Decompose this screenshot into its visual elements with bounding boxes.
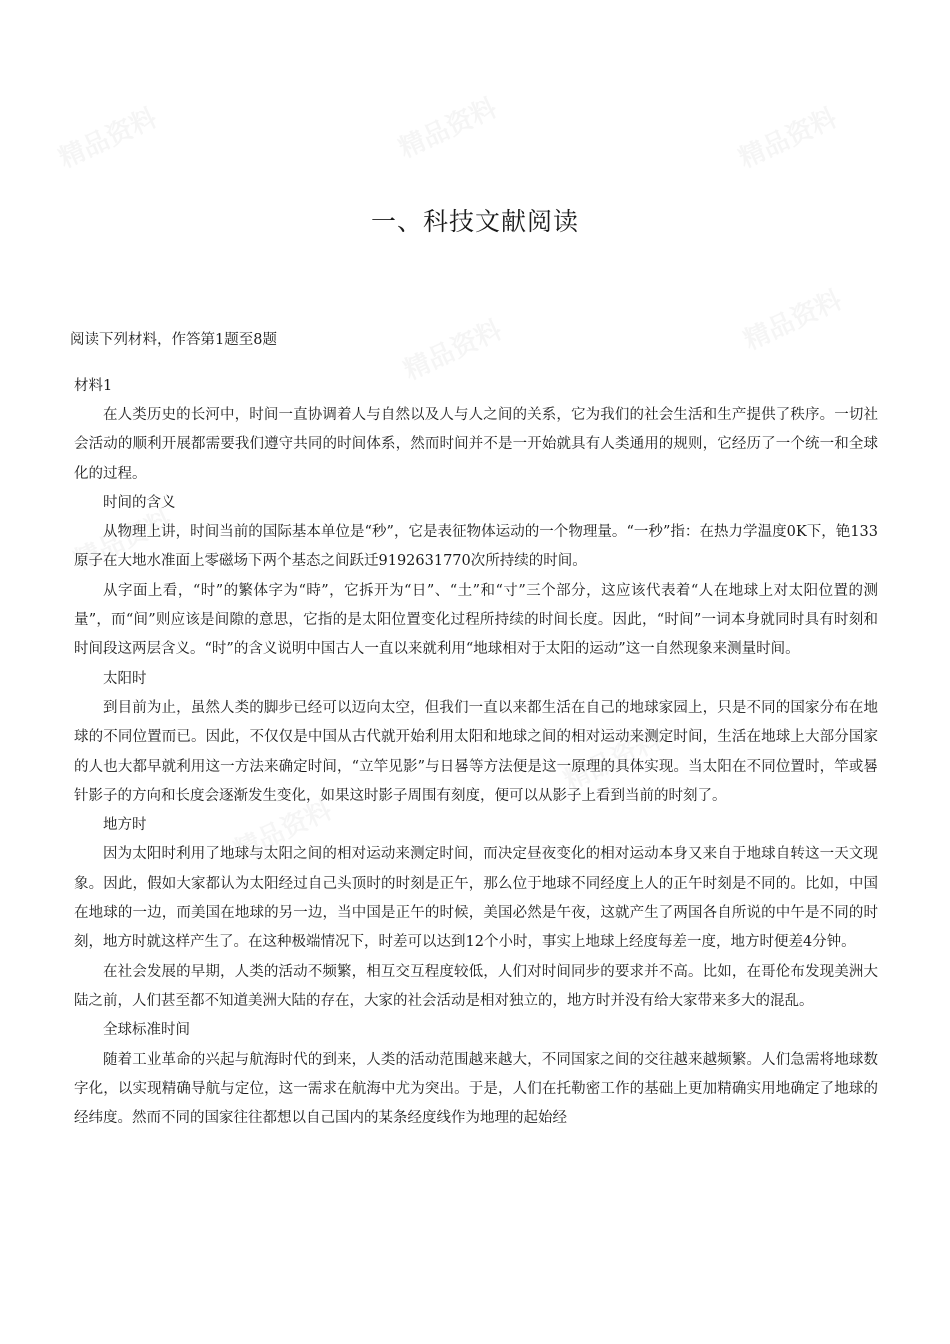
paragraph-global-standard-time: 随着工业革命的兴起与航海时代的到来，人类的活动范围越来越大，不同国家之间的交往越来越频繁。人们急需将地球数字化，以实现精确导航与定位，这一需求在航海中尤为突出。于是，人们在托勒密工作的基础上更加精确实用地确定了地球的经纬度。然而不同的国家往往都想以自己国内的某条经度线作为地理的起始经 (74, 1051, 878, 1127)
watermark (732, 98, 842, 175)
paragraph-intro: 在人类历史的长河中，时间一直协调着人与自然以及人与人之间的关系，它为我们的社会生活和生产提供了秩序。一切社会活动的顺利开展都需要我们遵守共同的时间体系，然而时间并不是一开始就具有人类通用的规则，它经历了一个统一和全球化的过程。 (74, 407, 878, 482)
article-body (74, 401, 878, 1133)
watermark (52, 98, 162, 175)
section-heading-local-time: 地方时 (103, 817, 147, 834)
watermark (737, 280, 847, 357)
paragraph-character-meaning: 从字面上看，“时”的繁体字为“時”，它拆开为“日”、“土”和“寸”三个部分，这应该代表着“人在地球上对太阳位置的测量”，而“间”则应该是间隙的意思，它指的是太阳位置变化过程所持续的时间长度。因此，“时间”一词本身就同时具有时刻和时间段这两层含义。“时”的含义说明中国古人一直以来就利用“地球相对于太阳的运动”这一自然现象来测量时间。 (74, 582, 878, 658)
paragraph-solar-time: 到目前为止，虽然人类的脚步已经可以迈向太空，但我们一直以来都生活在自己的地球家园上，只是不同的国家分布在地球的不同位置而已。因此，不仅仅是中国从古代就开始利用太阳和地球之间的相对运动来测定时间，生活在地球上大部分国家的人也大都早就利用这一方法来确定时间，“立竿见影”与日晷等方法便是这一原理的具体实现。当太阳在不同位置时，竿或晷针影子的方向和长度会逐渐发生变化，如果这时影子周围有刻度，便可以从影子上看到当前的时刻了。 (74, 699, 878, 804)
section-heading-solar-time: 太阳时 (103, 670, 147, 687)
watermark (397, 310, 507, 387)
reading-instruction: 阅读下列材料，作答第1题至8题 (70, 332, 277, 348)
paragraph-early-society: 在社会发展的早期，人类的活动不频繁，相互交互程度较低，人们对时间同步的要求并不高。比如，在哥伦布发现美洲大陆之前，人们甚至都不知道美洲大陆的存在，大家的社会活动是相对独立的，地方时并没有给大家带来多大的混乱。 (74, 963, 878, 1009)
material-label: 材料1 (74, 378, 113, 394)
watermark (392, 88, 502, 165)
section-heading-global-standard-time: 全球标准时间 (103, 1022, 190, 1039)
section-heading-meaning-of-time: 时间的含义 (103, 494, 176, 511)
page-title: 一、科技文献阅读 (370, 207, 579, 236)
paragraph-local-time: 因为太阳时利用了地球与太阳之间的相对运动来测定时间，而决定昼夜变化的相对运动本身又来自于地球自转这一天文现象。因此，假如大家都认为太阳经过自己头顶时的时刻是正午，那么位于地球不同经度上人的正午时刻是不同的。比如，中国在地球的一边，而美国在地球的另一边，当中国是正午的时候，美国必然是午夜，这就产生了两国各自所说的中午是不同的时刻，地方时就这样产生了。在这种极端情况下，时差可以达到12个小时，事实上地球上经度每差一度，地方时便差4分钟。 (74, 846, 878, 951)
paragraph-physical-definition: 从物理上讲，时间当前的国际基本单位是“秒”，它是表征物体运动的一个物理量。“一秒”指：在热力学温度0K下，铯133原子在大地水准面上零磁场下两个基态之间跃迁9192631770次所持续的时间。 (74, 524, 878, 570)
